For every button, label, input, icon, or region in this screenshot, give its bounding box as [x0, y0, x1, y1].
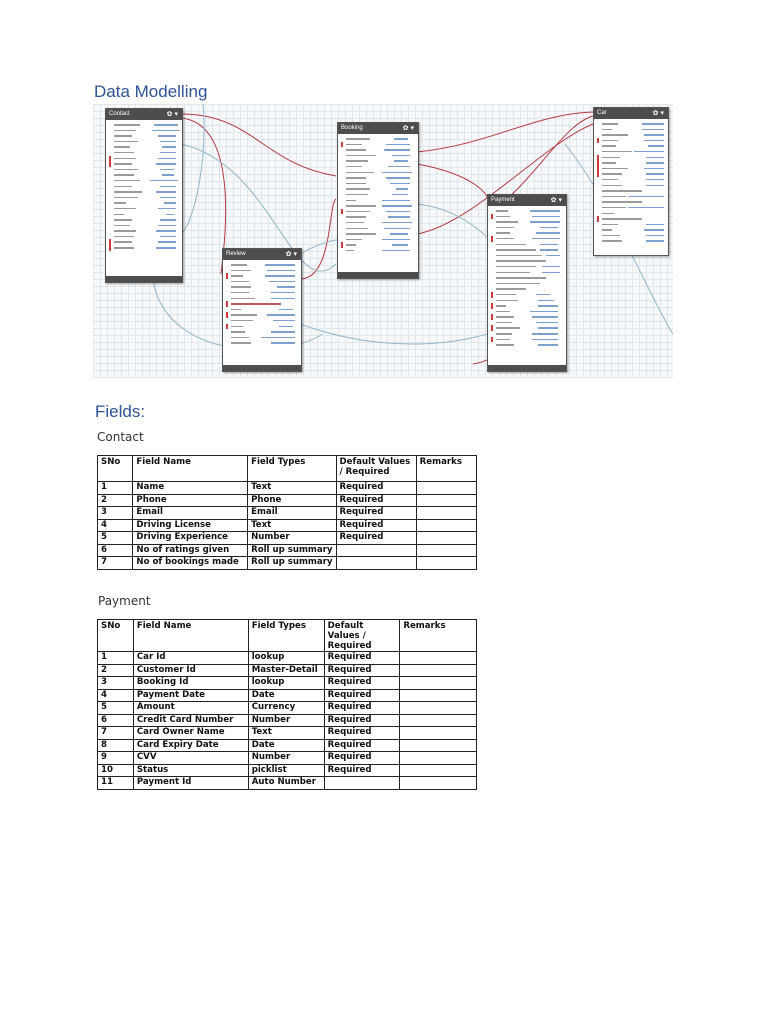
cell-sno: 4 [98, 689, 134, 702]
entity-fields [106, 120, 182, 251]
entity-contact[interactable] [105, 108, 183, 283]
header-default-values: Default Values / Required [336, 456, 416, 482]
cell-remarks [400, 727, 477, 740]
gear-icon[interactable]: ✿ ▾ [285, 251, 297, 258]
cell-default: Required [336, 532, 416, 545]
cell-field-name: Phone [133, 494, 248, 507]
cell-default: Required [324, 764, 400, 777]
cell-field-name: Email [133, 507, 248, 520]
cell-remarks [416, 494, 476, 507]
cell-sno: 3 [98, 507, 133, 520]
cell-default: Required [324, 739, 400, 752]
cell-field-type: Master-Detail [248, 664, 324, 677]
cell-sno: 7 [98, 727, 134, 740]
cell-sno: 1 [98, 652, 134, 665]
cell-field-type: Number [248, 532, 336, 545]
cell-default [336, 544, 416, 557]
header-field-name: Field Name [133, 620, 248, 652]
table-row [98, 702, 477, 715]
cell-default: Required [324, 652, 400, 665]
cell-remarks [400, 652, 477, 665]
cell-remarks [400, 739, 477, 752]
cell-default: Required [324, 677, 400, 690]
cell-field-type: lookup [248, 677, 324, 690]
header-field-types: Field Types [248, 620, 324, 652]
cell-remarks [416, 519, 476, 532]
cell-field-name: Booking Id [133, 677, 248, 690]
cell-field-name: Amount [133, 702, 248, 715]
entity-fields [594, 119, 668, 244]
cell-field-name: Driving Experience [133, 532, 248, 545]
cell-field-name: Car Id [133, 652, 248, 665]
cell-sno: 5 [98, 702, 134, 715]
cell-field-type: lookup [248, 652, 324, 665]
cell-sno: 8 [98, 739, 134, 752]
cell-default: Required [324, 727, 400, 740]
cell-remarks [416, 557, 476, 570]
link-blue-4 [181, 104, 204, 234]
cell-field-name: Payment Id [133, 777, 248, 790]
header-default-values: Default Values / Required [324, 620, 400, 652]
entity-review[interactable] [222, 248, 302, 372]
entity-fields [338, 134, 418, 253]
cell-sno: 2 [98, 664, 134, 677]
cell-field-name: Credit Card Number [133, 714, 248, 727]
header-sno: SNo [98, 456, 133, 482]
table-header-row [98, 456, 477, 482]
cell-sno: 6 [98, 714, 134, 727]
entity-fields [488, 206, 566, 348]
cell-sno: 7 [98, 557, 133, 570]
contact-fields-table [97, 455, 477, 570]
cell-default [324, 777, 400, 790]
entity-car[interactable] [593, 107, 669, 256]
header-field-name: Field Name [133, 456, 248, 482]
table-row [98, 532, 477, 545]
cell-field-type: Auto Number [248, 777, 324, 790]
cell-field-type: Email [248, 507, 336, 520]
header-remarks: Remarks [400, 620, 477, 652]
payment-fields-table [97, 619, 477, 790]
cell-field-name: Status [133, 764, 248, 777]
table-row [98, 544, 477, 557]
cell-field-name: Card Expiry Date [133, 739, 248, 752]
entity-fields [223, 260, 301, 346]
link-review-booking [300, 199, 336, 279]
cell-field-type: Roll up summary [248, 544, 336, 557]
cell-remarks [400, 689, 477, 702]
cell-sno: 11 [98, 777, 134, 790]
cell-default: Required [336, 507, 416, 520]
table-row [98, 689, 477, 702]
cell-field-type: Text [248, 482, 336, 495]
cell-default: Required [324, 664, 400, 677]
cell-default: Required [324, 702, 400, 715]
data-modelling-heading: Data Modelling [94, 82, 208, 101]
header-field-types: Field Types [248, 456, 336, 482]
cell-field-name: No of ratings given [133, 544, 248, 557]
cell-remarks [400, 702, 477, 715]
cell-field-name: Payment Date [133, 689, 248, 702]
contact-table-title: Contact [97, 430, 144, 444]
table-row [98, 727, 477, 740]
table-row [98, 507, 477, 520]
entity-payment[interactable] [487, 194, 567, 372]
table-row [98, 482, 477, 495]
cell-remarks [416, 532, 476, 545]
cell-sno: 9 [98, 752, 134, 765]
cell-default: Required [336, 482, 416, 495]
table-row [98, 494, 477, 507]
table-row [98, 557, 477, 570]
cell-default: Required [324, 752, 400, 765]
cell-remarks [416, 507, 476, 520]
cell-default: Required [324, 714, 400, 727]
cell-field-type: Currency [248, 702, 324, 715]
entity-title: Booking [341, 125, 363, 131]
entity-title: Payment [491, 197, 515, 203]
cell-sno: 6 [98, 544, 133, 557]
cell-field-name: CVV [133, 752, 248, 765]
table-row [98, 519, 477, 532]
table-row [98, 739, 477, 752]
cell-field-type: Number [248, 752, 324, 765]
er-diagram [93, 104, 673, 378]
entity-booking[interactable] [337, 122, 419, 279]
cell-sno: 4 [98, 519, 133, 532]
cell-field-type: picklist [248, 764, 324, 777]
cell-default: Required [324, 689, 400, 702]
cell-remarks [416, 544, 476, 557]
table-row [98, 752, 477, 765]
cell-default: Required [336, 494, 416, 507]
cell-remarks [400, 777, 477, 790]
table-row [98, 677, 477, 690]
cell-sno: 1 [98, 482, 133, 495]
cell-sno: 3 [98, 677, 134, 690]
cell-field-name: No of bookings made [133, 557, 248, 570]
entity-title: Car [597, 110, 607, 116]
gear-icon[interactable]: ✿ ▾ [166, 111, 178, 118]
header-sno: SNo [98, 620, 134, 652]
cell-remarks [400, 677, 477, 690]
payment-table-title: Payment [98, 594, 151, 608]
cell-remarks [400, 714, 477, 727]
cell-field-name: Card Owner Name [133, 727, 248, 740]
cell-sno: 10 [98, 764, 134, 777]
cell-default: Required [336, 519, 416, 532]
link-blue-3 [300, 324, 487, 344]
entity-title: Review [226, 251, 246, 257]
table-row [98, 652, 477, 665]
cell-sno: 2 [98, 494, 133, 507]
table-row [98, 714, 477, 727]
cell-field-type: Date [248, 689, 324, 702]
fields-heading: Fields: [95, 402, 146, 421]
table-header-row [98, 620, 477, 652]
cell-remarks [416, 482, 476, 495]
cell-field-type: Text [248, 727, 324, 740]
gear-icon[interactable]: ✿ ▾ [550, 197, 562, 204]
cell-default [336, 557, 416, 570]
link-booking-payment [417, 164, 488, 204]
header-remarks: Remarks [416, 456, 476, 482]
cell-remarks [400, 752, 477, 765]
cell-remarks [400, 664, 477, 677]
gear-icon[interactable]: ✿ ▾ [402, 125, 414, 132]
cell-field-type: Date [248, 739, 324, 752]
table-row [98, 777, 477, 790]
cell-field-type: Number [248, 714, 324, 727]
cell-field-name: Customer Id [133, 664, 248, 677]
cell-field-name: Driving License [133, 519, 248, 532]
table-row [98, 764, 477, 777]
table-row [98, 664, 477, 677]
cell-sno: 5 [98, 532, 133, 545]
cell-field-type: Roll up summary [248, 557, 336, 570]
cell-field-type: Text [248, 519, 336, 532]
entity-title: Contact [109, 111, 130, 117]
cell-field-name: Name [133, 482, 248, 495]
cell-remarks [400, 764, 477, 777]
cell-field-type: Phone [248, 494, 336, 507]
gear-icon[interactable]: ✿ ▾ [652, 110, 664, 117]
